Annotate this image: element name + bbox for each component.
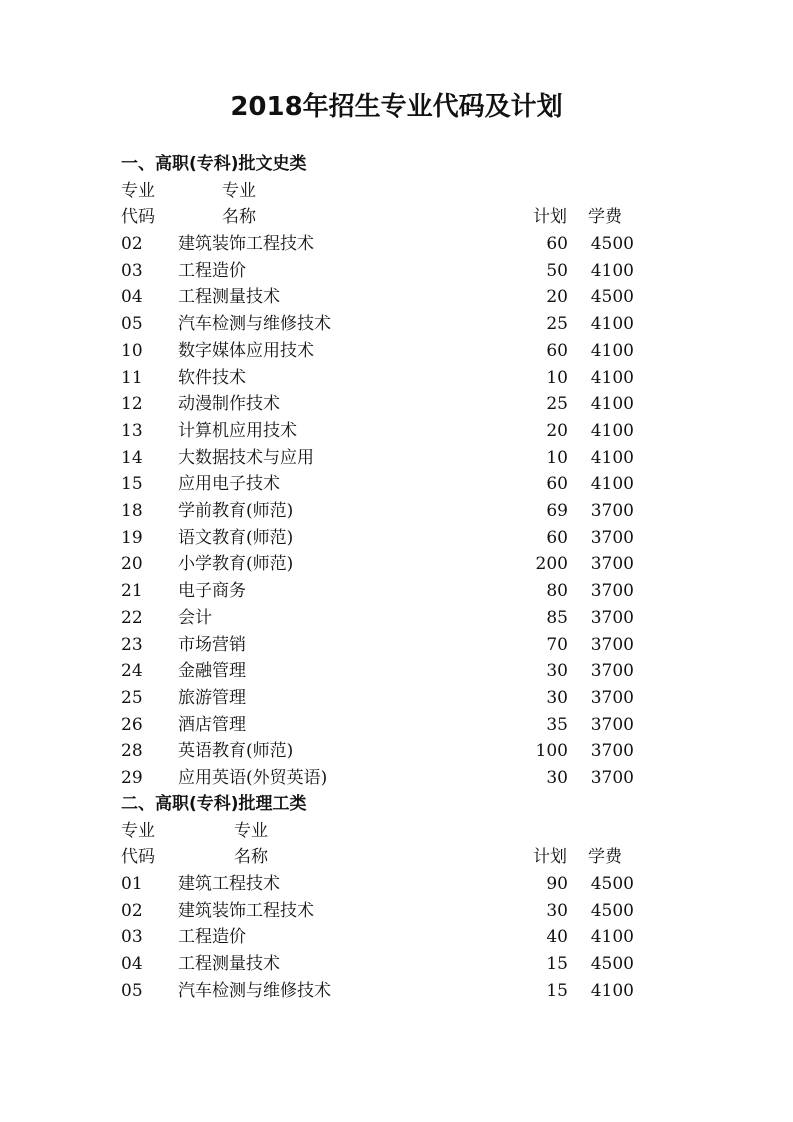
header-code-top: 专业 bbox=[121, 181, 155, 201]
enrollment-plan: 200 bbox=[535, 554, 568, 575]
tuition-fee: 3700 bbox=[590, 527, 634, 548]
table-header-top bbox=[0, 818, 793, 844]
major-name: 大数据技术与应用 bbox=[178, 447, 314, 468]
tuition-fee: 3700 bbox=[590, 714, 634, 735]
table-row bbox=[0, 338, 793, 364]
table-row bbox=[0, 551, 793, 577]
header-fee: 学费 bbox=[588, 207, 622, 227]
major-name: 小学教育(师范) bbox=[178, 554, 294, 575]
major-name: 汽车检测与维修技术 bbox=[178, 980, 331, 1001]
major-name: 数字媒体应用技术 bbox=[178, 340, 314, 361]
major-code: 12 bbox=[121, 394, 143, 415]
tuition-fee: 3700 bbox=[590, 768, 634, 788]
major-name: 金融管理 bbox=[178, 661, 246, 682]
enrollment-plan: 10 bbox=[546, 447, 568, 468]
major-code: 19 bbox=[121, 527, 143, 548]
major-code: 20 bbox=[121, 554, 143, 575]
major-name: 软件技术 bbox=[178, 367, 246, 388]
major-name: 工程造价 bbox=[178, 260, 246, 281]
table-row bbox=[0, 712, 793, 738]
page-title: 2018年招生专业代码及计划 bbox=[230, 92, 563, 122]
major-name: 旅游管理 bbox=[178, 687, 246, 708]
enrollment-plan: 69 bbox=[546, 501, 568, 521]
enrollment-plan: 20 bbox=[546, 420, 568, 441]
tuition-fee: 4100 bbox=[590, 394, 634, 415]
major-code: 21 bbox=[121, 581, 143, 602]
tuition-fee: 4100 bbox=[590, 927, 634, 948]
tuition-fee: 3700 bbox=[590, 687, 634, 708]
header-plan: 计划 bbox=[533, 847, 567, 867]
section-title-liberal-arts: 一、高职(专科)批文史类 bbox=[121, 154, 307, 174]
major-code: 29 bbox=[121, 768, 143, 788]
tuition-fee: 4100 bbox=[590, 447, 634, 468]
table-row bbox=[0, 924, 793, 950]
major-name: 工程测量技术 bbox=[178, 954, 280, 975]
major-code: 01 bbox=[121, 874, 143, 894]
major-code: 10 bbox=[121, 340, 143, 361]
header-name-bottom: 名称 bbox=[234, 847, 268, 867]
tuition-fee: 3700 bbox=[590, 554, 634, 575]
tuition-fee: 3700 bbox=[590, 741, 634, 762]
table-row bbox=[0, 391, 793, 417]
tuition-fee: 4100 bbox=[590, 420, 634, 441]
tuition-fee: 4500 bbox=[590, 287, 634, 308]
major-code: 11 bbox=[121, 367, 143, 388]
enrollment-plan: 20 bbox=[546, 287, 568, 308]
enrollment-plan: 35 bbox=[546, 714, 568, 735]
major-name: 市场营销 bbox=[178, 634, 246, 655]
enrollment-plan: 90 bbox=[546, 874, 568, 894]
table-header-bottom bbox=[0, 844, 793, 870]
tuition-fee: 4100 bbox=[590, 260, 634, 281]
major-code: 23 bbox=[121, 634, 143, 655]
major-name: 会计 bbox=[178, 607, 212, 628]
major-name: 建筑装饰工程技术 bbox=[178, 900, 314, 921]
table-row bbox=[0, 365, 793, 391]
enrollment-plan: 25 bbox=[546, 394, 568, 415]
table-row bbox=[0, 605, 793, 631]
tuition-fee: 4500 bbox=[590, 900, 634, 921]
table-row bbox=[0, 284, 793, 310]
tuition-fee: 4500 bbox=[590, 234, 634, 254]
table-row bbox=[0, 418, 793, 444]
enrollment-plan: 30 bbox=[546, 900, 568, 921]
table-header-bottom bbox=[0, 204, 793, 230]
major-name: 电子商务 bbox=[178, 581, 246, 602]
tuition-fee: 3700 bbox=[590, 634, 634, 655]
enrollment-plan: 30 bbox=[546, 768, 568, 788]
tuition-fee: 4100 bbox=[590, 980, 634, 1001]
major-code: 24 bbox=[121, 661, 143, 682]
enrollment-plan: 85 bbox=[546, 607, 568, 628]
header-code-bottom: 代码 bbox=[121, 207, 155, 227]
tuition-fee: 4500 bbox=[590, 954, 634, 975]
enrollment-plan: 60 bbox=[546, 234, 568, 254]
major-code: 15 bbox=[121, 474, 143, 495]
tuition-fee: 3700 bbox=[590, 581, 634, 602]
major-name: 建筑装饰工程技术 bbox=[178, 234, 314, 254]
major-name: 动漫制作技术 bbox=[178, 394, 280, 415]
major-name: 语文教育(师范) bbox=[178, 527, 294, 548]
table-row bbox=[0, 632, 793, 658]
table-row bbox=[0, 231, 793, 257]
major-name: 应用英语(外贸英语) bbox=[178, 768, 328, 788]
major-code: 18 bbox=[121, 501, 143, 521]
tuition-fee: 4100 bbox=[590, 474, 634, 495]
tuition-fee: 3700 bbox=[590, 661, 634, 682]
table-row bbox=[0, 311, 793, 337]
table-row bbox=[0, 871, 793, 897]
header-name-bottom: 名称 bbox=[222, 207, 256, 227]
major-code: 02 bbox=[121, 234, 143, 254]
table-row bbox=[0, 898, 793, 924]
tuition-fee: 4100 bbox=[590, 314, 634, 335]
major-code: 28 bbox=[121, 741, 143, 762]
tuition-fee: 3700 bbox=[590, 501, 634, 521]
major-code: 05 bbox=[121, 980, 143, 1001]
major-name: 应用电子技术 bbox=[178, 474, 280, 495]
tuition-fee: 4500 bbox=[590, 874, 634, 894]
header-code-bottom: 代码 bbox=[121, 847, 155, 867]
header-fee: 学费 bbox=[588, 847, 622, 867]
major-name: 酒店管理 bbox=[178, 714, 246, 735]
table-row bbox=[0, 738, 793, 764]
header-plan: 计划 bbox=[533, 207, 567, 227]
section-title-science-engineering: 二、高职(专科)批理工类 bbox=[121, 794, 307, 814]
tuition-fee: 4100 bbox=[590, 340, 634, 361]
major-code: 13 bbox=[121, 420, 143, 441]
table-row bbox=[0, 765, 793, 791]
header-name-top: 专业 bbox=[234, 821, 268, 841]
enrollment-plan: 15 bbox=[546, 980, 568, 1001]
header-name-top: 专业 bbox=[222, 181, 256, 201]
major-code: 03 bbox=[121, 927, 143, 948]
major-code: 04 bbox=[121, 954, 143, 975]
major-code: 25 bbox=[121, 687, 143, 708]
major-name: 工程测量技术 bbox=[178, 287, 280, 308]
enrollment-plan: 60 bbox=[546, 474, 568, 495]
tuition-fee: 4100 bbox=[590, 367, 634, 388]
table-row bbox=[0, 471, 793, 497]
major-code: 26 bbox=[121, 714, 143, 735]
enrollment-plan: 50 bbox=[546, 260, 568, 281]
enrollment-plan: 60 bbox=[546, 527, 568, 548]
enrollment-plan: 100 bbox=[535, 741, 568, 762]
enrollment-plan: 15 bbox=[546, 954, 568, 975]
table-row bbox=[0, 658, 793, 684]
enrollment-plan: 30 bbox=[546, 687, 568, 708]
major-code: 22 bbox=[121, 607, 143, 628]
major-name: 英语教育(师范) bbox=[178, 741, 294, 762]
enrollment-plan: 80 bbox=[546, 581, 568, 602]
enrollment-plan: 30 bbox=[546, 661, 568, 682]
enrollment-plan: 70 bbox=[546, 634, 568, 655]
table-row bbox=[0, 578, 793, 604]
major-name: 计算机应用技术 bbox=[178, 420, 297, 441]
major-name: 学前教育(师范) bbox=[178, 501, 294, 521]
table-row bbox=[0, 525, 793, 551]
major-code: 04 bbox=[121, 287, 143, 308]
table-header-top bbox=[0, 178, 793, 204]
major-code: 14 bbox=[121, 447, 143, 468]
enrollment-plan: 40 bbox=[546, 927, 568, 948]
enrollment-plan: 60 bbox=[546, 340, 568, 361]
enrollment-plan: 10 bbox=[546, 367, 568, 388]
table-row bbox=[0, 978, 793, 1004]
header-code-top: 专业 bbox=[121, 821, 155, 841]
table-row bbox=[0, 258, 793, 284]
tuition-fee: 3700 bbox=[590, 607, 634, 628]
table-row bbox=[0, 498, 793, 524]
major-code: 02 bbox=[121, 900, 143, 921]
major-name: 工程造价 bbox=[178, 927, 246, 948]
enrollment-plan: 25 bbox=[546, 314, 568, 335]
table-row bbox=[0, 445, 793, 471]
major-code: 05 bbox=[121, 314, 143, 335]
table-row bbox=[0, 685, 793, 711]
table-row bbox=[0, 951, 793, 977]
major-name: 汽车检测与维修技术 bbox=[178, 314, 331, 335]
major-code: 03 bbox=[121, 260, 143, 281]
major-name: 建筑工程技术 bbox=[178, 874, 280, 894]
